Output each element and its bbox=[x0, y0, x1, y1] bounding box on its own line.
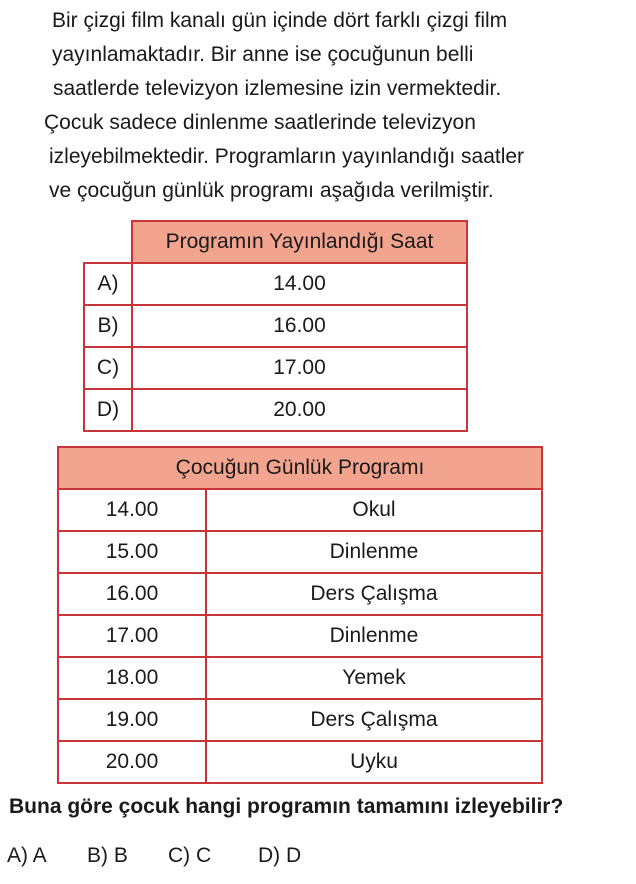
schedule-activity: Ders Çalışma bbox=[206, 699, 542, 741]
problem-text-line: saatlerde televizyon izlemesine izin vermektedir. bbox=[53, 77, 502, 100]
table-row bbox=[58, 615, 542, 657]
broadcast-time: 17.00 bbox=[132, 347, 467, 389]
table-row bbox=[84, 263, 467, 305]
table-header-row bbox=[58, 447, 542, 489]
daily-schedule-table bbox=[57, 446, 543, 784]
answer-choices bbox=[0, 844, 636, 878]
problem-text bbox=[44, 4, 624, 208]
schedule-time: 16.00 bbox=[58, 573, 206, 615]
table-row bbox=[84, 389, 467, 431]
answer-choice-b[interactable]: B) B bbox=[87, 844, 128, 867]
table-row bbox=[58, 657, 542, 699]
option-label: A) bbox=[84, 263, 132, 305]
table-row bbox=[84, 305, 467, 347]
schedule-time: 18.00 bbox=[58, 657, 206, 699]
schedule-activity: Uyku bbox=[206, 741, 542, 783]
schedule-activity: Okul bbox=[206, 489, 542, 531]
question-text: Buna göre çocuk hangi programın tamamını izleyebilir? bbox=[9, 795, 564, 818]
table-row bbox=[58, 489, 542, 531]
schedule-activity: Dinlenme bbox=[206, 531, 542, 573]
schedule-time: 20.00 bbox=[58, 741, 206, 783]
table-row bbox=[84, 347, 467, 389]
problem-text-line: izleyebilmektedir. Programların yayınlandığı saatler bbox=[49, 145, 525, 168]
table-row bbox=[58, 741, 542, 783]
schedule-time: 15.00 bbox=[58, 531, 206, 573]
schedule-table-header: Çocuğun Günlük Programı bbox=[58, 447, 542, 489]
problem-text-line: ve çocuğun günlük programı aşağıda verilmiştir. bbox=[49, 179, 494, 202]
broadcast-table-header: Programın Yayınlandığı Saat bbox=[132, 221, 467, 263]
broadcast-time: 16.00 bbox=[132, 305, 467, 347]
answer-choice-c[interactable]: C) C bbox=[168, 844, 212, 867]
answer-choice-a[interactable]: A) A bbox=[7, 844, 47, 867]
schedule-activity: Yemek bbox=[206, 657, 542, 699]
blank-corner-cell bbox=[84, 221, 132, 263]
problem-text-line: Çocuk sadece dinlenme saatlerinde televizyon bbox=[44, 111, 476, 134]
table-header-row bbox=[84, 221, 467, 263]
schedule-activity: Dinlenme bbox=[206, 615, 542, 657]
broadcast-time: 20.00 bbox=[132, 389, 467, 431]
schedule-activity: Ders Çalışma bbox=[206, 573, 542, 615]
table-row bbox=[58, 573, 542, 615]
table-row bbox=[58, 531, 542, 573]
answer-choice-d[interactable]: D) D bbox=[258, 844, 302, 867]
schedule-time: 14.00 bbox=[58, 489, 206, 531]
schedule-time: 19.00 bbox=[58, 699, 206, 741]
problem-text-line: yayınlamaktadır. Bir anne ise çocuğunun belli bbox=[52, 43, 474, 66]
option-label: B) bbox=[84, 305, 132, 347]
table-row bbox=[58, 699, 542, 741]
broadcast-times-table bbox=[83, 220, 468, 432]
schedule-time: 17.00 bbox=[58, 615, 206, 657]
broadcast-time: 14.00 bbox=[132, 263, 467, 305]
option-label: D) bbox=[84, 389, 132, 431]
option-label: C) bbox=[84, 347, 132, 389]
problem-text-line: Bir çizgi film kanalı gün içinde dört farklı çizgi film bbox=[52, 9, 508, 32]
